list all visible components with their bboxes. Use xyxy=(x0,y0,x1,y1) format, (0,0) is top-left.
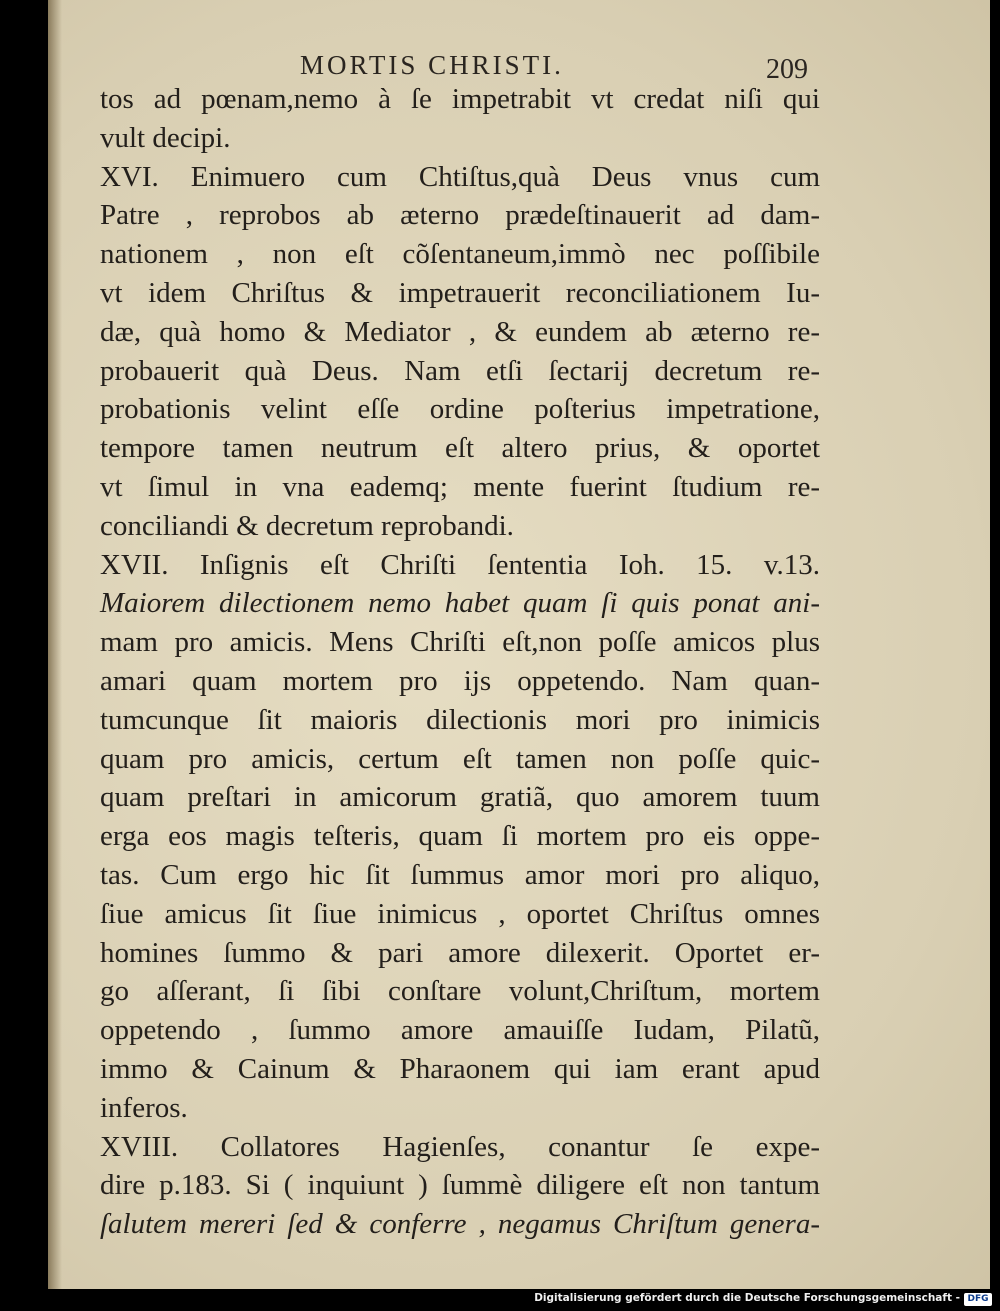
body-text xyxy=(100,80,820,1244)
text-line: dæ, quà homo & Mediator , & eundem ab æterno re- xyxy=(100,315,820,348)
text-line: quam pro amicis, certum eſt tamen non poſſe quic- xyxy=(100,742,820,775)
text-line: vt idem Chriſtus & impetrauerit reconciliationem Iu- xyxy=(100,276,820,309)
text-line: Patre , reprobos ab æterno prædeſtinauerit ad dam- xyxy=(100,199,820,232)
page-number: 209 xyxy=(766,54,808,85)
text-line: XVIII. Collatores Hagienſes, conantur ſe expe- xyxy=(100,1130,820,1163)
digitization-footer xyxy=(0,1289,1000,1311)
text-line: immo & Cainum & Pharaonem qui iam erant apud xyxy=(100,1052,820,1085)
text-line: tempore tamen neutrum eſt altero prius, & oportet xyxy=(100,432,820,465)
text-line: inferos. xyxy=(100,1091,188,1124)
dfg-logo: DFG xyxy=(964,1293,992,1306)
text-line: vult decipi. xyxy=(100,121,231,154)
text-line: go aſſerant, ſi ſibi conſtare volunt,Chriſtum, mortem xyxy=(100,975,820,1008)
text-line: nationem , non eſt cõſentaneum,immò nec poſſibile xyxy=(100,238,820,271)
text-line: dire p.183. Si ( inquiunt ) ſummè diligere eſt non tantum xyxy=(100,1169,820,1202)
text-line: amari quam mortem pro ijs oppetendo. Nam quan- xyxy=(100,664,820,697)
text-line: tumcunque ſit maioris dilectionis mori pro inimicis xyxy=(100,703,820,736)
text-line: mam pro amicis. Mens Chriſti eſt,non poſſe amicos plus xyxy=(100,626,820,659)
funding-credit: Digitalisierung gefördert durch die Deutsche Forschungsgemeinschaft - xyxy=(534,1292,960,1304)
running-head: MORTIS CHRISTI. xyxy=(300,50,564,80)
text-line: ſiue amicus ſit ſiue inimicus , oportet Chriſtus omnes xyxy=(100,897,820,930)
text-line: homines ſummo & pari amore dilexerit. Oportet er- xyxy=(100,936,820,969)
text-line: probationis velint eſſe ordine poſterius impetratione, xyxy=(100,393,820,426)
text-line: oppetendo , ſummo amore amauiſſe Iudam, Pilatũ, xyxy=(100,1014,820,1047)
text-line: XVI. Enimuero cum Chtiſtus,quà Deus vnus cum xyxy=(100,160,820,193)
text-line: vt ſimul in vna eademq; mente fuerint ſtudium re- xyxy=(100,470,820,503)
text-line: tas. Cum ergo hic ſit ſummus amor mori pro aliquo, xyxy=(100,858,820,891)
text-line: quam preſtari in amicorum gratiã, quo amorem tuum xyxy=(100,781,820,814)
text-line: XVII. Inſignis eſt Chriſti ſententia Ioh. 15. v.13. xyxy=(100,548,820,581)
page-gutter-shadow xyxy=(48,0,62,1289)
text-line: ſalutem mereri ſed & conferre , negamus Chriſtum genera- xyxy=(100,1208,820,1241)
text-line: probauerit quà Deus. Nam etſi ſectarij decretum re- xyxy=(100,354,820,387)
text-line: tos ad pœnam,nemo à ſe impetrabit vt credat niſi qui xyxy=(100,83,820,115)
text-line: Maiorem dilectionem nemo habet quam ſi quis ponat ani- xyxy=(100,587,820,620)
text-line: erga eos magis teſteris, quam ſi mortem pro eis oppe- xyxy=(100,820,820,853)
text-line: conciliandi & decretum reprobandi. xyxy=(100,509,514,542)
